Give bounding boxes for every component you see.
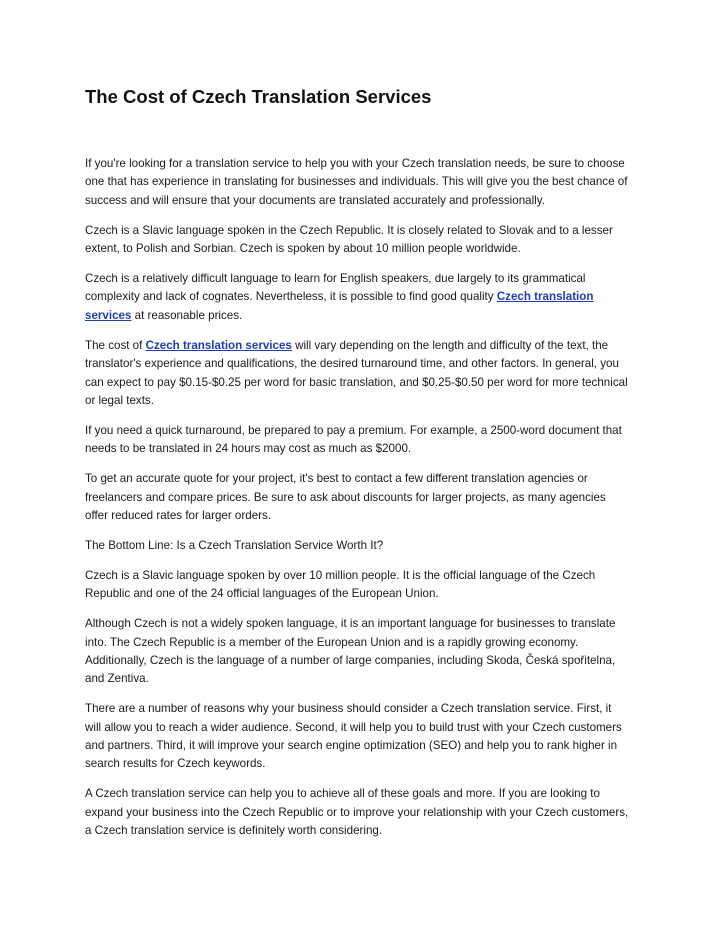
- paragraph-cost: [85, 337, 630, 411]
- paragraph-difficulty-text-before: Czech is a relatively difficult language to learn for English speakers, due largely to its grammatical complexity and lack of cognates. Nevertheless, it is possible to find good quality: [85, 272, 586, 304]
- paragraph-cost-text-after: will vary depending on the length and difficulty of the text, the translator's experience and qualifications, the desired turnaround time, and other factors. In general, you can expect to pay $0.15-$0.25 per word for basic translation, and $0.25-$0.50 per word for more technical or legal texts.: [85, 338, 628, 407]
- document-title: The Cost of Czech Translation Services: [85, 86, 432, 107]
- paragraph-official-language: Czech is a Slavic language spoken by over 10 million people. It is the official language of the Czech Republic and one of the 24 official languages of the European Union.: [85, 568, 596, 601]
- czech-translation-services-link-2[interactable]: Czech translation services: [145, 338, 292, 352]
- paragraph-bottom-line-heading: The Bottom Line: Is a Czech Translation Service Worth It?: [85, 538, 384, 552]
- document-body: [85, 155, 630, 852]
- paragraph-cost-text-before: The cost of: [85, 338, 146, 352]
- paragraph-business-importance: Although Czech is not a widely spoken language, it is an important language for businesses to translate into. The Czech Republic is a member of the European Union and is a rapidly growing economy. Additionally, Czech is the language of a number of large companies, including Skoda, Česká spořitelna, and Zentiva.: [85, 617, 616, 686]
- czech-translation-services-link[interactable]: Czech translation services: [85, 290, 594, 322]
- paragraph-turnaround: If you need a quick turnaround, be prepared to pay a premium. For example, a 2500-word document that needs to be translated in 24 hours may cost as much as $2000.: [85, 423, 622, 456]
- paragraph-reasons: There are a number of reasons why your business should consider a Czech translation service. First, it will allow you to reach a wider audience. Second, it will help you to build trust with your Czech customers and partners. Third, it will improve your search engine optimization (SEO) and help you to rank higher in search results for Czech keywords.: [85, 702, 622, 771]
- paragraph-difficulty-text-after: at reasonable prices.: [131, 308, 243, 322]
- paragraph-intro: If you're looking for a translation service to help you with your Czech translation needs, be sure to choose one that has experience in translating for businesses and individuals. This will give you the best chance of success and will ensure that your documents are translated accurately and professionally.: [85, 157, 628, 207]
- paragraph-czech-language: Czech is a Slavic language spoken in the Czech Republic. It is closely related to Slovak and to a lesser extent, to Polish and Sorbian. Czech is spoken by about 10 million people worldwide.: [85, 223, 613, 256]
- paragraph-quote: To get an accurate quote for your project, it's best to contact a few different translation agencies or freelancers and compare prices. Be sure to ask about discounts for larger projects, as many agencies offer reduced rates for larger orders.: [85, 472, 606, 522]
- paragraph-conclusion: A Czech translation service can help you to achieve all of these goals and more. If you are looking to expand your business into the Czech Republic or to improve your relationship with your Czech customers, a Czech translation service is definitely worth considering.: [85, 787, 629, 838]
- paragraph-difficulty: [85, 270, 630, 325]
